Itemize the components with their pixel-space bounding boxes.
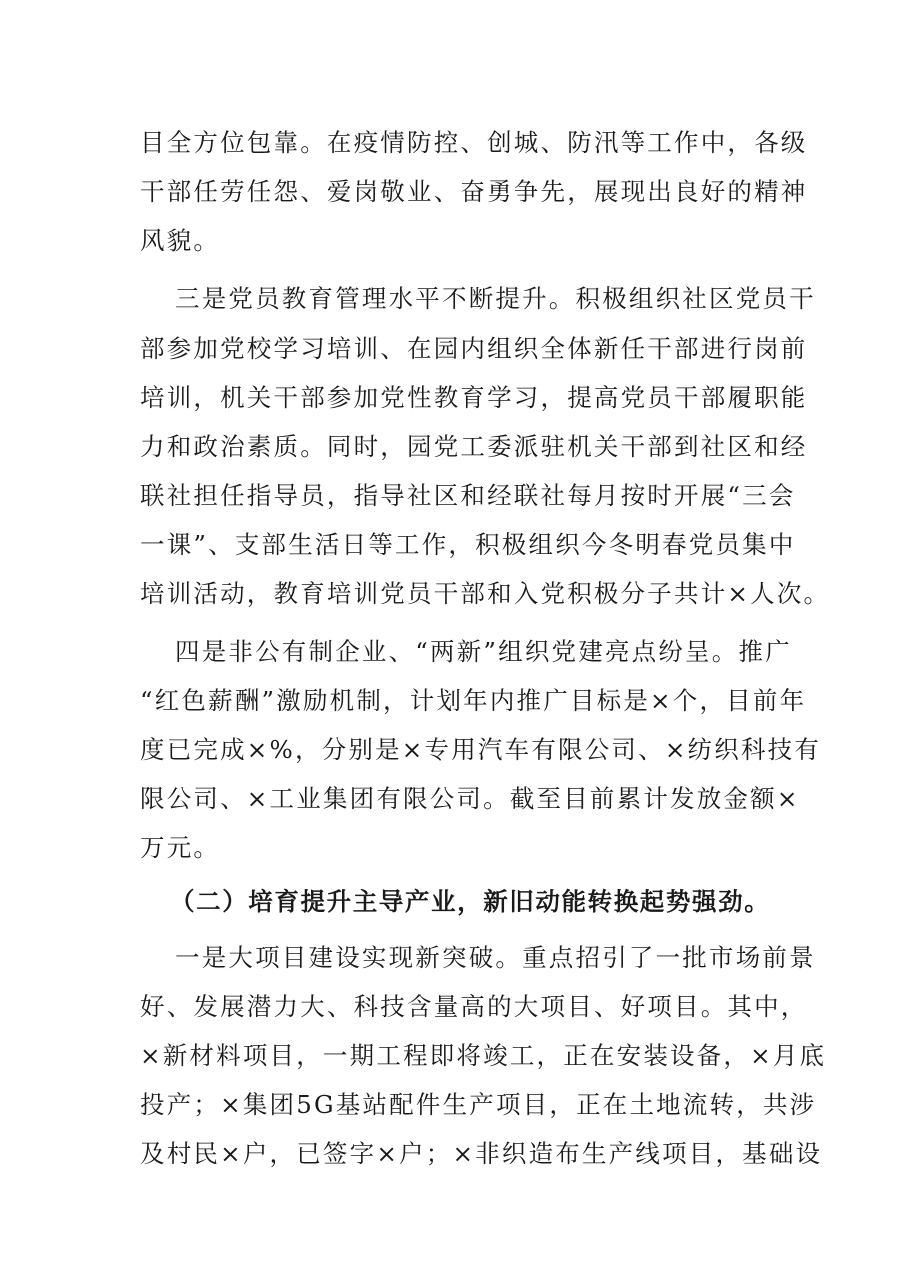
section-heading: （二）培育提升主导产业，新旧动能转换起势强劲。 — [170, 887, 771, 916]
paragraph-line: 力和政治素质。同时，园党工委派驻机关干部到社区和经 — [140, 432, 808, 461]
paragraph-line: “红色薪酬”激励机制，计划年内推广目标是×个，目前年 — [140, 686, 807, 715]
paragraph-line: 培训活动，教育培训党员干部和入党积极分子共计×人次。 — [140, 579, 831, 608]
paragraph-line: 限公司、×工业集团有限公司。截至目前累计发放金额× — [140, 784, 800, 813]
paragraph-line: 目全方位包靠。在疫情防控、创城、防汛等工作中，各级 — [140, 128, 808, 157]
paragraph-line: 干部任劳任怨、爱岗敬业、奋勇争先，展现出良好的精神 — [140, 177, 808, 206]
paragraph-line: 万元。 — [140, 833, 221, 862]
paragraph-line: 度已完成×%，分别是×专用汽车有限公司、×纺织科技有 — [140, 735, 822, 764]
paragraph-line: 培训，机关干部参加党性教育学习，提高党员干部履职能 — [140, 383, 808, 412]
paragraph-line: 一课”、支部生活日等工作，积极组织今冬明春党员集中 — [140, 530, 796, 559]
paragraph-line: 部参加党校学习培训、在园内组织全体新任干部进行岗前 — [140, 334, 808, 363]
paragraph-line: 联社担任指导员，指导社区和经联社每月按时开展“三会 — [140, 481, 796, 510]
paragraph-line: 风貌。 — [140, 226, 221, 255]
paragraph-line: 三是党员教育管理水平不断提升。积极组织社区党员干 — [175, 284, 816, 313]
paragraph-line: ×新材料项目，一期工程即将竣工，正在安装设备，×月底 — [140, 1041, 827, 1070]
paragraph-line: 好、发展潜力大、科技含量高的大项目、好项目。其中， — [140, 992, 808, 1021]
paragraph-line: 及村民×户，已签字×户；×非织造布生产线项目，基础设 — [140, 1139, 823, 1168]
paragraph-line: 一是大项目建设实现新突破。重点招引了一批市场前景 — [175, 943, 816, 972]
paragraph-line: 四是非公有制企业、“两新”组织党建亮点纷呈。推广 — [175, 637, 792, 666]
paragraph-line: 投产；×集团5G基站配件生产项目，正在土地流转，共涉 — [140, 1090, 817, 1119]
